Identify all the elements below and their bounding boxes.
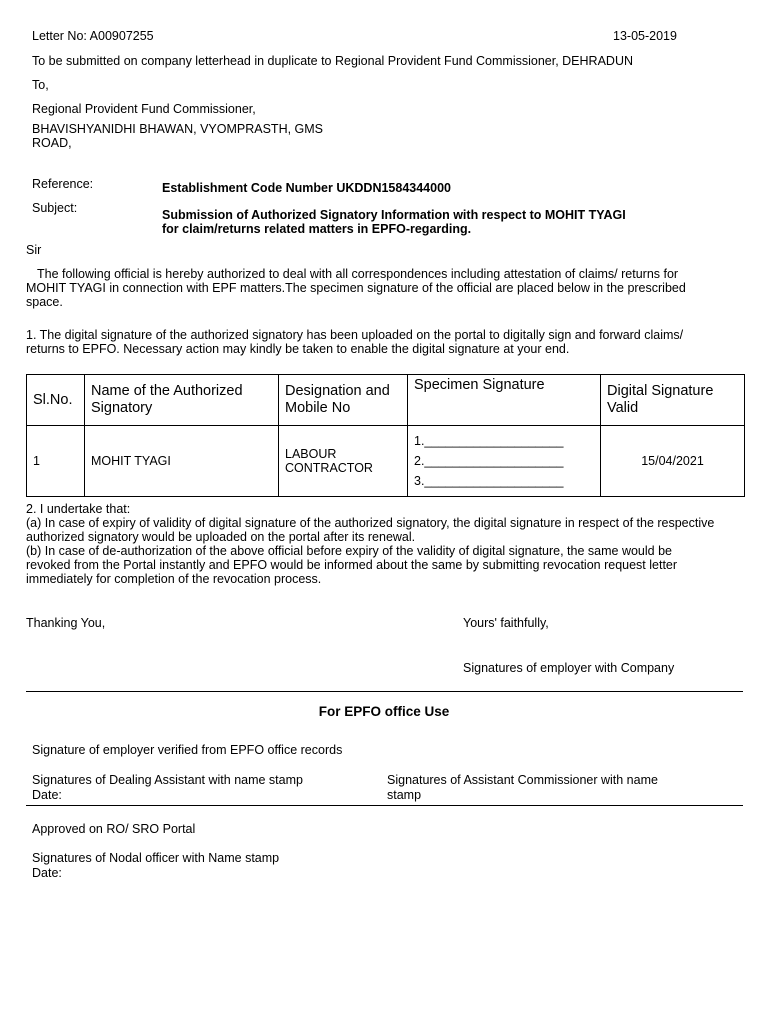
epfo-section-title: For EPFO office Use xyxy=(318,704,450,719)
signature-line-2: 2.____________________ xyxy=(414,454,564,468)
address-line-2: ROAD, xyxy=(32,136,72,150)
header-specimen: Specimen Signature xyxy=(408,375,601,426)
signature-line-3: 3.____________________ xyxy=(414,474,564,488)
table-row xyxy=(27,426,745,497)
para2-line-1: 1. The digital signature of the authorized signatory has been uploaded on the portal to digitally sign and forward claims/ xyxy=(26,328,684,342)
assistant-commissioner-line-1: Signatures of Assistant Commissioner with name xyxy=(387,773,658,787)
subject-line-1: Submission of Authorized Signatory Information with respect to MOHIT TYAGI xyxy=(162,208,626,222)
employer-signature-label: Signatures of employer with Company xyxy=(463,661,675,675)
dealing-assistant-date: Date: xyxy=(32,788,62,802)
undertaking-a-line-2: authorized signatory would be uploaded on the portal after its renewal. xyxy=(26,530,416,544)
assistant-commissioner-line-2: stamp xyxy=(387,788,422,802)
cell-designation: LABOUR CONTRACTOR xyxy=(279,426,408,497)
cell-valid: 15/04/2021 xyxy=(601,426,745,497)
reference-label: Reference: xyxy=(32,177,94,191)
table-header-row xyxy=(27,375,745,426)
to-label: To, xyxy=(32,78,49,92)
undertaking-a-line-1: (a) In case of expiry of validity of digital signature of the authorized signatory, the digital signature in respect of the respective xyxy=(26,516,715,530)
thanking-you: Thanking You, xyxy=(26,616,106,630)
divider-bottom xyxy=(26,805,743,806)
employer-verified: Signature of employer verified from EPFO office records xyxy=(32,743,343,757)
para1-line-1: The following official is hereby authorized to deal with all correspondences including attestation of claims/ returns for xyxy=(37,267,679,281)
subject-line-2: for claim/returns related matters in EPFO-regarding. xyxy=(162,222,472,236)
signatory-table xyxy=(26,374,745,497)
cell-slno: 1 xyxy=(27,426,85,497)
dealing-assistant-signature: Signatures of Dealing Assistant with name stamp xyxy=(32,773,303,787)
nodal-officer-date: Date: xyxy=(32,866,62,880)
undertaking-intro: 2. I undertake that: xyxy=(26,502,131,516)
header-designation: Designation and Mobile No xyxy=(279,375,408,426)
address-line-1: BHAVISHYANIDHI BHAWAN, VYOMPRASTH, GMS xyxy=(32,122,324,136)
header-slno: Sl.No. xyxy=(27,375,85,426)
cell-name: MOHIT TYAGI xyxy=(85,426,279,497)
nodal-officer-signature: Signatures of Nodal officer with Name stamp xyxy=(32,851,280,865)
cell-specimen xyxy=(408,426,601,497)
undertaking-b-line-3: immediately for completion of the revocation process. xyxy=(26,572,322,586)
letter-number: Letter No: A00907255 xyxy=(32,29,154,43)
para2-line-2: returns to EPFO. Necessary action may kindly be taken to enable the digital signature at your end. xyxy=(26,342,570,356)
yours-faithfully: Yours' faithfully, xyxy=(463,616,549,630)
para1-line-3: space. xyxy=(26,295,63,309)
divider-top xyxy=(26,691,743,692)
undertaking-b-line-2: revoked from the Portal instantly and EPFO would be informed about the same by submitting revocation request letter xyxy=(26,558,678,572)
subject-label: Subject: xyxy=(32,201,78,215)
para1-line-2: MOHIT TYAGI in connection with EPF matters.The specimen signature of the official are placed below in the prescribed xyxy=(26,281,686,295)
submission-instruction: To be submitted on company letterhead in duplicate to Regional Provident Fund Commissioner, DEHRADUN xyxy=(32,54,633,68)
header-valid: Digital Signature Valid xyxy=(601,375,745,426)
signature-line-1: 1.____________________ xyxy=(414,434,564,448)
reference-value: Establishment Code Number UKDDN1584344000 xyxy=(162,181,451,195)
letter-date: 13-05-2019 xyxy=(613,29,677,43)
approved-on-portal: Approved on RO/ SRO Portal xyxy=(32,822,196,836)
salutation: Sir xyxy=(26,243,42,257)
recipient: Regional Provident Fund Commissioner, xyxy=(32,102,256,116)
undertaking-b-line-1: (b) In case of de-authorization of the above official before expiry of the validity of digital signature, the same would be xyxy=(26,544,672,558)
header-name: Name of the Authorized Signatory xyxy=(85,375,279,426)
